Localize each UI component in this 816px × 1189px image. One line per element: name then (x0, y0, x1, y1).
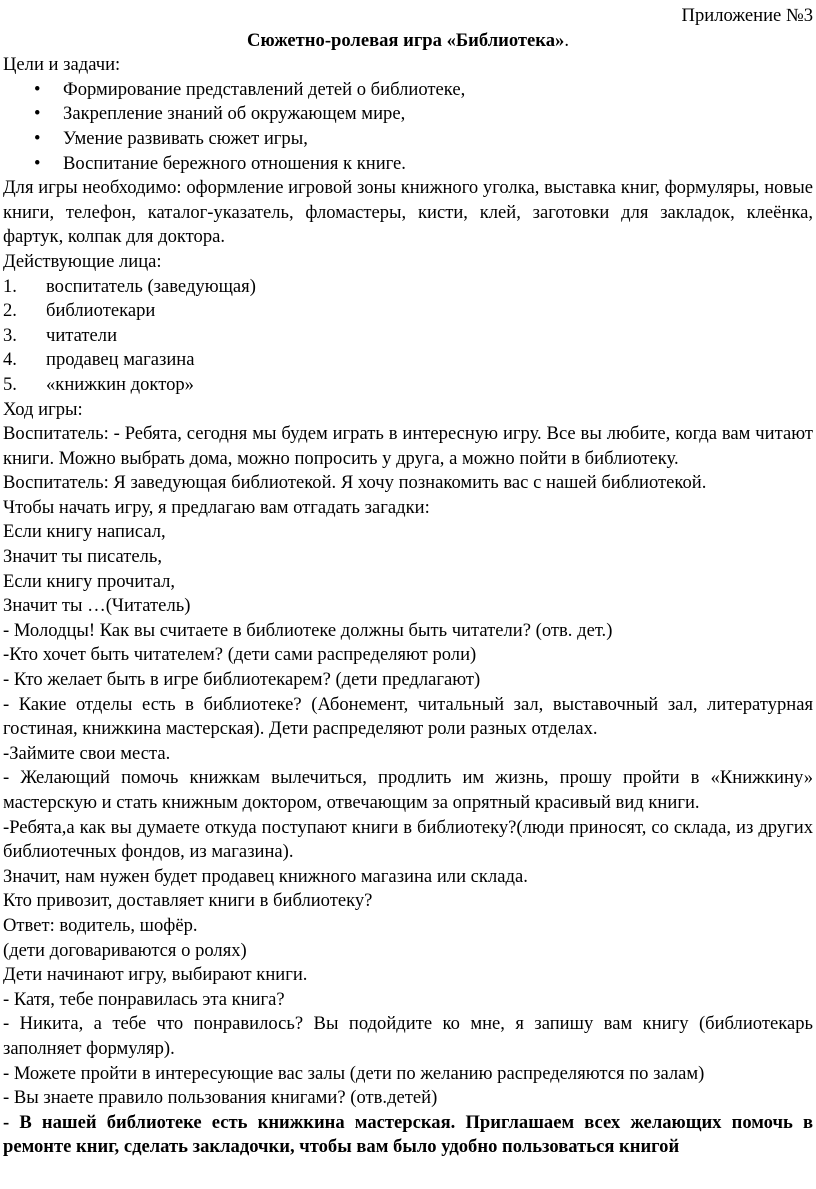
body-paragraph: - Можете пройти в интересующие вас залы (дети по желанию распределяются по залам) (3, 1062, 705, 1084)
list-item (3, 299, 813, 324)
body-paragraph: -Займите свои места. (3, 742, 171, 764)
list-number: 4. (3, 349, 17, 371)
list-number: 1. (3, 275, 17, 297)
list-text: читатели (46, 324, 118, 346)
list-item (3, 348, 813, 373)
body-paragraph: - Желающий помочь книжкам вылечиться, продлить им жизнь, прошу пройти в «Книжкину» мастерскую и стать книжным доктором, отвечающим за опрятный красивый вид книги. (3, 767, 813, 813)
body-paragraph: Воспитатель: - Ребята, сегодня мы будем играть в интересную игру. Все вы любите, когда вам читают книги. Можно выбрать дома, можно попросить у друга, а можно пойти в библиотеку. (3, 423, 813, 469)
roles-list (3, 275, 813, 398)
riddle-line: Если книгу прочитал, (3, 570, 176, 592)
roles-heading: Действующие лица: (3, 250, 162, 272)
list-number: 3. (3, 324, 17, 346)
riddle-line: Значит ты писатель, (3, 546, 163, 568)
list-item (3, 275, 813, 300)
appendix-label: Приложение №3 (681, 5, 813, 26)
list-item (3, 373, 813, 398)
riddle-line: Если книгу написал, (3, 521, 166, 543)
body-paragraph: -Ребята,а как вы думаете откуда поступают книги в библиотеку?(люди приносят, со склада, из других библиотечных фондов, из магазина). (3, 816, 813, 863)
body-paragraph: Значит, нам нужен будет продавец книжного магазина или склада. (3, 865, 528, 887)
body-paragraph: - Катя, тебе понравилась эта книга? (3, 988, 285, 1010)
body-paragraph: - Кто желает быть в игре библиотекарем? (дети предлагают) (3, 669, 481, 691)
goals-list (3, 78, 813, 176)
list-text: воспитатель (заведующая) (46, 275, 256, 297)
course-heading: Ход игры: (3, 398, 83, 420)
list-item: • Формирование представлений детей о библиотеке, (3, 78, 813, 103)
goals-heading: Цели и задачи: (3, 54, 121, 76)
list-number: 2. (3, 300, 17, 322)
list-text: продавец магазина (46, 349, 195, 371)
body-paragraph: (дети договариваются о ролях) (3, 939, 247, 961)
body-paragraph: Воспитатель: Я заведующая библиотекой. Я хочу познакомить вас с нашей библиотекой. (3, 472, 707, 494)
list-item (3, 324, 813, 349)
body-paragraph: Кто привозит, доставляет книги в библиотеку? (3, 890, 373, 912)
list-text: «книжкин доктор» (46, 373, 194, 395)
body-paragraph: Чтобы начать игру, я предлагаю вам отгадать загадки: (3, 496, 430, 518)
body-paragraph: - Молодцы! Как вы считаете в библиотеке должны быть читатели? (отв. дет.) (3, 619, 613, 641)
list-item: • Воспитание бережного отношения к книге. (3, 152, 813, 177)
body-paragraph: - Вы знаете правило пользования книгами? (отв.детей) (3, 1087, 438, 1109)
body-paragraph: - Какие отделы есть в библиотеке? (Абонемент, читальный зал, выставочный зал, литературная гостиная, книжкина мастерская). Дети распределяют роли разных отделах. (3, 693, 813, 740)
body-paragraph: - Никита, а тебе что понравилось? Вы подойдите ко мне, я запишу вам книгу (библиотекарь заполняет формуляр). (3, 1013, 813, 1059)
body-paragraph: -Кто хочет быть читателем? (дети сами распределяют роли) (3, 644, 477, 666)
list-text: библиотекари (46, 300, 156, 322)
materials-paragraph: Для игры необходимо: оформление игровой зоны книжного уголка, выставка книг, формуляры, новые книги, телефон, каталог-указатель, фломастеры, кисти, клей, заготовки для закладок, клеёнка, фартук, колпак для доктора. (3, 177, 813, 248)
final-paragraph: - В нашей библиотеке есть книжкина мастерская. Приглашаем всех желающих помочь в ремонте книг, сделать закладочки, чтобы вам было удобно пользоваться книгой (3, 1111, 813, 1158)
body-paragraph: Ответ: водитель, шофёр. (3, 914, 198, 936)
title-period: . (564, 29, 569, 51)
body-paragraph: Дети начинают игру, выбирают книги. (3, 964, 308, 986)
riddle-line: Значит ты …(Читатель) (3, 595, 191, 617)
list-item: • Умение развивать сюжет игры, (3, 127, 813, 152)
document-title-line (3, 29, 813, 54)
document-title: Сюжетно-ролевая игра «Библиотека» (247, 29, 565, 51)
list-item: • Закрепление знаний об окружающем мире, (3, 102, 813, 127)
list-number: 5. (3, 373, 17, 395)
